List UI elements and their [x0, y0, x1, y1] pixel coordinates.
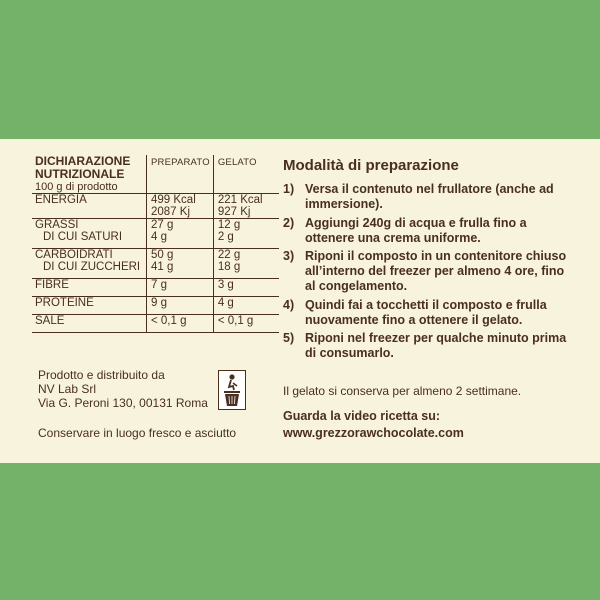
cell-value: 12 g — [217, 219, 241, 231]
video-recipe-link: www.grezzorawchocolate.com — [283, 426, 464, 440]
cell-value: 41 g — [151, 261, 174, 273]
step-text: Aggiungi 240g di acqua e frulla fino a ottenere una crema uniforme. — [305, 215, 527, 245]
cell-value: 4 g — [213, 297, 279, 315]
step-item — [283, 216, 568, 246]
nutrition-row-proteine — [32, 297, 279, 315]
row-label: ENERGIA — [32, 194, 147, 219]
step-item — [283, 249, 568, 294]
cell-value: 7 g — [147, 279, 214, 297]
row-label: CARBOIDRATI — [35, 249, 113, 261]
step-number: 1) — [283, 182, 295, 196]
step-number: 2) — [283, 215, 295, 230]
cell-value: < 0,1 g — [213, 315, 279, 333]
nutrition-table — [32, 155, 279, 333]
nutrition-row-grassi — [32, 219, 279, 249]
row-label: GRASSI — [35, 219, 79, 231]
recycle-bin-icon — [218, 370, 246, 410]
preparation-title: Modalità di preparazione — [283, 157, 459, 174]
row-sublabel: DI CUI SATURI — [43, 231, 123, 243]
preparation-steps — [283, 182, 568, 365]
producer-name: NV Lab Srl — [38, 382, 97, 396]
video-recipe-label: Guarda la video ricetta su: — [283, 409, 440, 423]
cell-value: 927 Kj — [217, 206, 251, 218]
cell-value: 9 g — [147, 297, 214, 315]
shelf-life-note: Il gelato si conserva per almeno 2 settimane. — [283, 384, 522, 398]
step-number: 5) — [283, 331, 295, 345]
cell-value: 22 g — [217, 249, 241, 261]
cell-value: 2087 Kj — [151, 206, 191, 218]
row-label: PROTEINE — [32, 297, 147, 315]
step-text: Quindi fai a tocchetti il composto e frulla nuovamente fino a ottenere il gelato. — [305, 297, 547, 327]
producer-info — [38, 368, 208, 410]
step-text: Riponi il composto in un contenitore chiuso all’interno del freezer per almeno 4 ore, fino al congelamento. — [305, 249, 567, 293]
cell-value: 499 Kcal — [151, 194, 196, 206]
nutrition-header-row — [32, 155, 279, 194]
nutrition-row-carboidrati — [32, 249, 279, 279]
step-text: Versa il contenuto nel frullatore (anche ad immersione). — [305, 182, 554, 211]
producer-line1: Prodotto e distribuito da — [38, 368, 165, 382]
cell-value: < 0,1 g — [147, 315, 214, 333]
step-number: 4) — [283, 297, 295, 312]
cell-value: 2 g — [217, 231, 234, 243]
nutrition-subtitle: 100 g di prodotto — [35, 181, 118, 193]
nutrition-title-line2: NUTRIZIONALE — [35, 167, 125, 181]
step-text: Riponi nel freezer per qualche minuto prima di consumarlo. — [305, 331, 567, 360]
cell-value: 27 g — [151, 219, 174, 231]
step-item — [283, 298, 568, 328]
nutrition-row-energia — [32, 194, 279, 219]
row-label: SALE — [32, 315, 147, 333]
cell-value: 3 g — [213, 279, 279, 297]
step-item — [283, 331, 568, 361]
nutrition-row-fibre — [32, 279, 279, 297]
storage-note: Conservare in luogo fresco e asciutto — [38, 426, 237, 440]
cell-value: 221 Kcal — [217, 194, 263, 206]
col-preparato: PREPARATO — [147, 155, 214, 194]
nutrition-row-sale — [32, 315, 279, 333]
row-label: FIBRE — [32, 279, 147, 297]
cell-value: 50 g — [151, 249, 174, 261]
step-item — [283, 182, 568, 212]
producer-address: Via G. Peroni 130, 00131 Roma — [38, 396, 208, 410]
col-gelato: GELATO — [213, 155, 279, 194]
row-sublabel: DI CUI ZUCCHERI — [43, 261, 141, 273]
cell-value: 4 g — [151, 231, 167, 243]
nutrition-title-line1: DICHIARAZIONE — [35, 154, 131, 168]
step-number: 3) — [283, 249, 295, 263]
cell-value: 18 g — [217, 261, 241, 273]
